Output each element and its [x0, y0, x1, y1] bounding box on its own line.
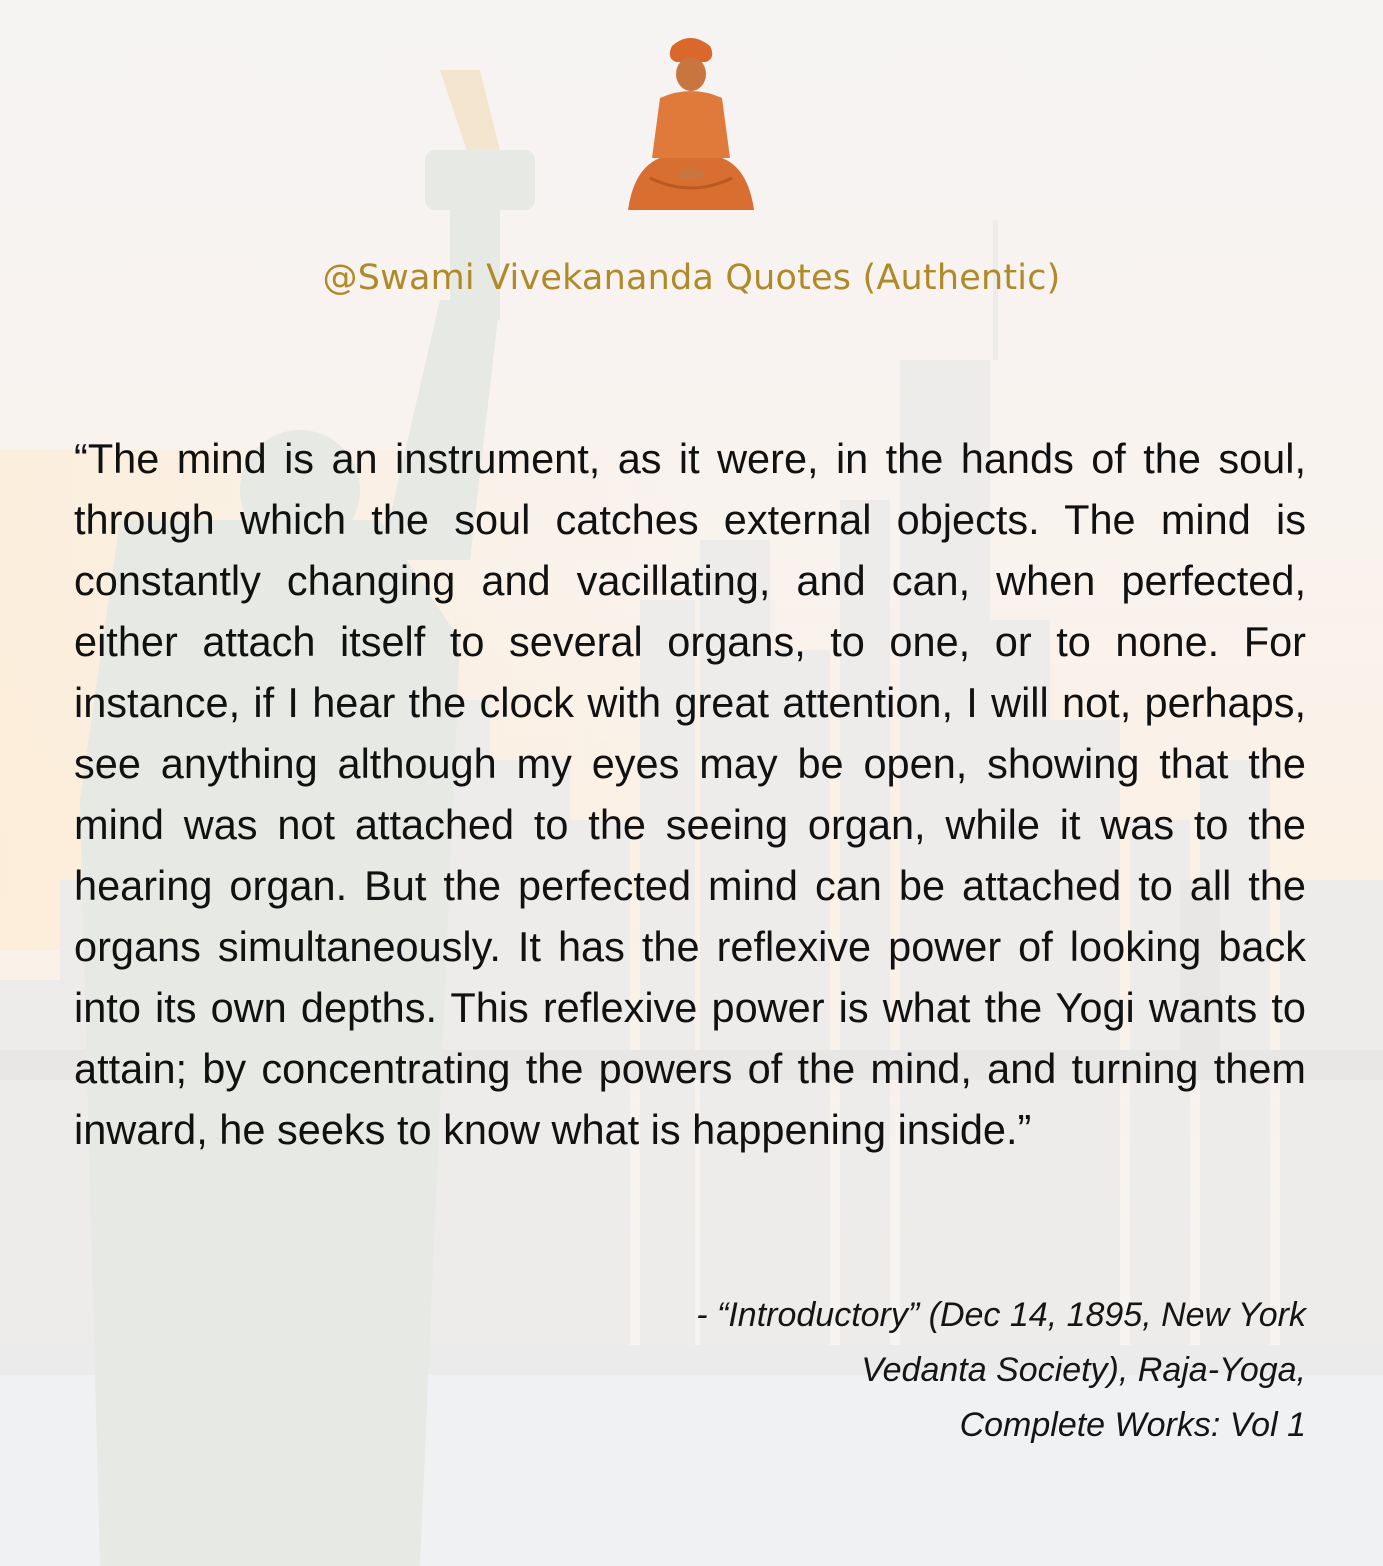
- quote-text: “The mind is an instrument, as it were, in the hands of the soul, through which the soul catches external objects. The mind is constantly changing and vacillating, and can, when perfected, either attach itself to several organs, to one, or to none. For instance, if I hear the clock with great attention, I will not, perhaps, see anything although my eyes may be open, showing that the mind was not attached to the seeing organ, while it was to the hearing organ. But the perfected mind can be attached to all the organs simultaneously. It has the reflexive power of looking back into its own depths. This reflexive power is what the Yogi wants to attain; by concentrating the powers of the mind, and turning them inward, he seeks to know what is happening inside.”: [74, 435, 1306, 1153]
- attribution-line: - “Introductory” (Dec 14, 1895, New York: [696, 1296, 1306, 1334]
- attribution-line: Vedanta Society), Raja-Yoga,: [861, 1351, 1306, 1389]
- attribution-line: Complete Works: Vol 1: [959, 1406, 1306, 1444]
- quote-attribution: [506, 1288, 1306, 1453]
- meditating-monk-icon: [620, 28, 762, 210]
- page-handle: @Swami Vivekananda Quotes (Authentic): [322, 258, 1061, 298]
